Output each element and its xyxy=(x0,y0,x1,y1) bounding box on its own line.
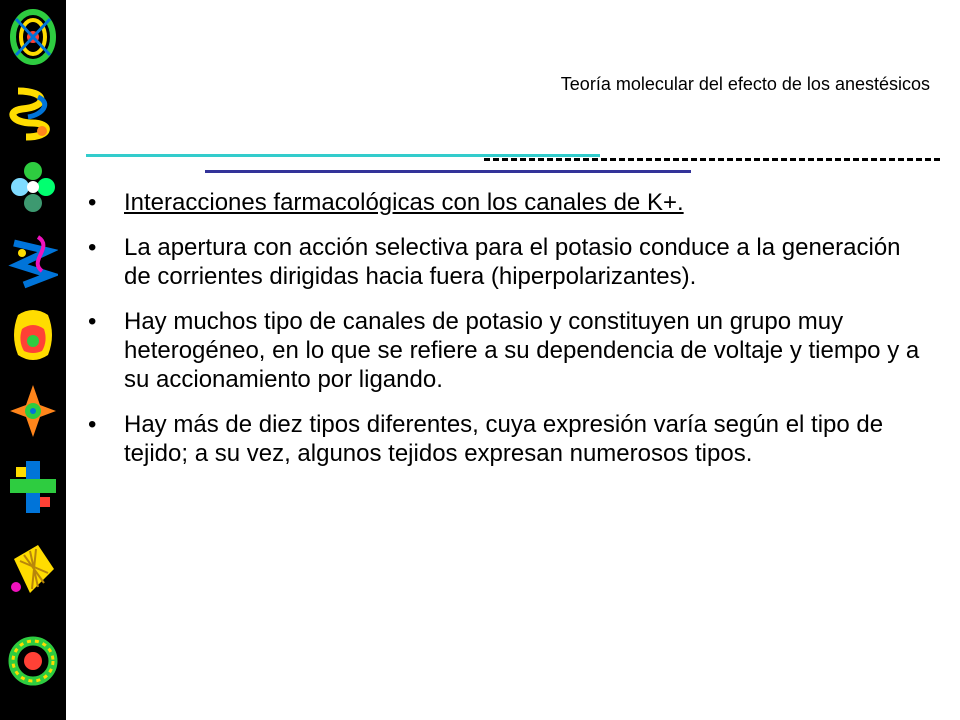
bullet-text: La apertura con acción selectiva para el potasio conduce a la generación de corrientes dirigidas hacia fuera (hiperpolarizantes). xyxy=(124,234,901,290)
protein-structure-4-icon xyxy=(0,226,66,296)
bullet-item xyxy=(88,188,928,217)
protein-structure-6-icon xyxy=(0,376,66,446)
bullet-marker: • xyxy=(88,308,97,335)
protein-structure-8-icon xyxy=(0,534,66,604)
bullet-text: Hay más de diez tipos diferentes, cuya expresión varía según el tipo de tejido; a su vez, algunos tejidos expresan numerosos tipos. xyxy=(124,411,884,467)
bullet-list xyxy=(88,188,928,484)
slide-title: Teoría molecular del efecto de los anestésicos xyxy=(560,74,930,94)
protein-structure-1-icon xyxy=(0,2,66,72)
bullet-text: Interacciones farmacológicas con los canales de K+. xyxy=(124,189,684,216)
bullet-marker: • xyxy=(88,411,97,438)
bullet-item xyxy=(88,307,928,394)
bullet-marker: • xyxy=(88,189,97,216)
bullet-marker: • xyxy=(88,234,97,261)
dashed-divider-line xyxy=(484,158,940,161)
bullet-item xyxy=(88,410,928,468)
protein-structure-7-icon xyxy=(0,452,66,522)
cyan-divider-line xyxy=(86,154,600,157)
bullet-item xyxy=(88,233,928,291)
protein-structure-2-icon xyxy=(0,78,66,148)
bullet-text: Hay muchos tipo de canales de potasio y constituyen un grupo muy heterogéneo, en lo que se refiere a su dependencia de voltaje y tiempo y a su accionamiento por ligando. xyxy=(124,308,920,393)
navy-divider-line xyxy=(205,170,691,173)
protein-structure-3-icon xyxy=(0,152,66,222)
protein-image-strip xyxy=(0,0,66,720)
protein-structure-5-icon xyxy=(0,300,66,370)
protein-structure-9-icon xyxy=(0,626,66,696)
